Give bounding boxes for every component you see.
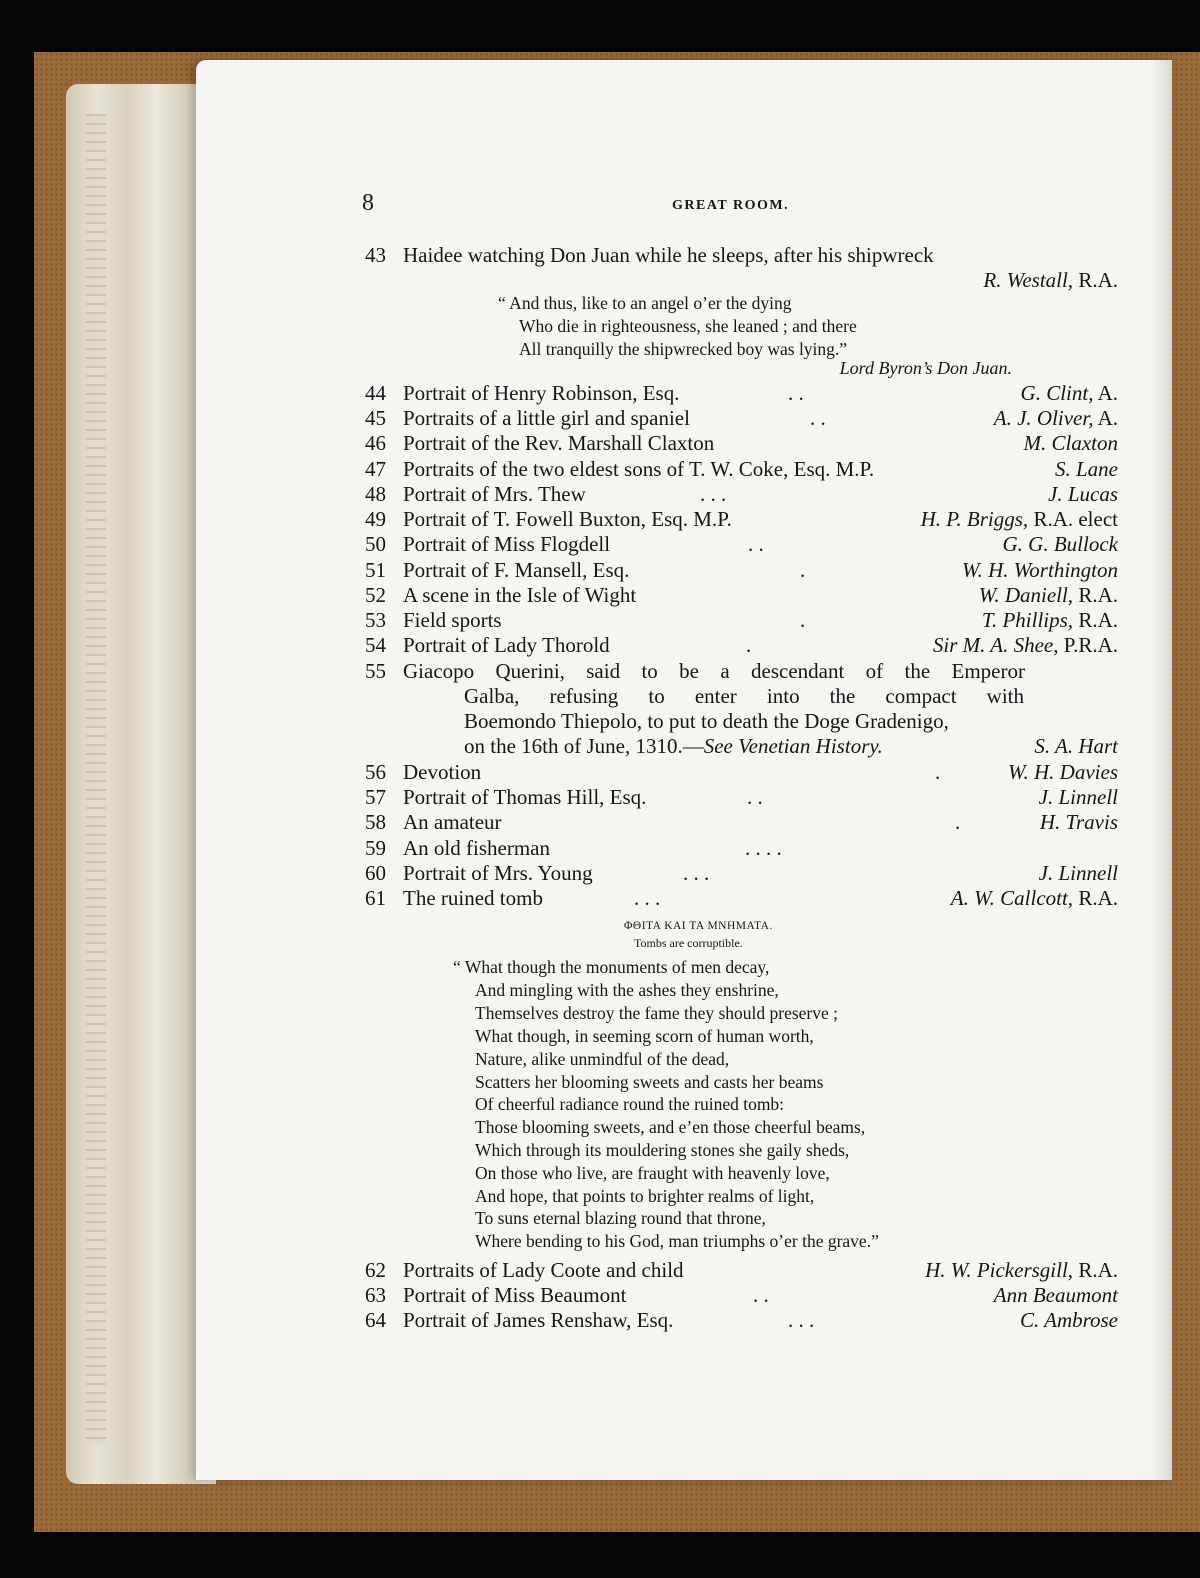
entry-title: Devotion	[403, 760, 482, 784]
leader-dots: .	[800, 558, 806, 582]
entry-title: Haidee watching Don Juan while he sleeps, after his shipwreck	[403, 243, 934, 267]
entry-number: 60	[365, 861, 386, 885]
quote-line: “ And thus, like to an angel o’er the dying	[498, 293, 792, 313]
entry-number: 52	[365, 583, 386, 607]
poem-line: Of cheerful radiance round the ruined tomb:	[475, 1094, 785, 1114]
entry-artist: S. A. Hart	[1034, 734, 1118, 758]
entry-number: 58	[365, 810, 386, 834]
entry-artist: W. H. Worthington	[962, 558, 1118, 582]
entry-title: Portraits of a little girl and spaniel	[403, 406, 690, 430]
leader-dots: . . .	[700, 482, 727, 506]
entry-number: 63	[365, 1283, 386, 1307]
entry-number: 46	[365, 431, 386, 455]
poem-line: Themselves destroy the fame they should preserve ;	[475, 1003, 839, 1023]
greek-heading: ΦΘΙΤΑ ΚΑΙ ΤΑ ΜΝΗΜΑΤΑ.	[624, 920, 773, 932]
entry-title: Portrait of the Rev. Marshall Claxton	[403, 431, 715, 455]
quote-line: All tranquilly the shipwrecked boy was lying.”	[519, 339, 848, 359]
entry-number: 47	[365, 457, 386, 481]
leader-dots: . . .	[683, 861, 710, 885]
leader-dots: . . .	[788, 1308, 815, 1332]
entry-title: Portrait of Mrs. Thew	[403, 482, 586, 506]
entry-title: Portrait of Miss Flogdell	[403, 532, 611, 556]
leader-dots: .	[935, 760, 941, 784]
entry-artist: J. Lucas	[1048, 482, 1118, 506]
entry-title: Portraits of the two eldest sons of T. W. Coke, Esq. M.P.	[403, 457, 875, 481]
entry-number: 57	[365, 785, 386, 809]
entry-artist: G. G. Bullock	[1002, 532, 1118, 556]
entry-number: 51	[365, 558, 386, 582]
entry-artist: H. W. Pickersgill, R.A.	[925, 1258, 1118, 1282]
page-fold-shadow	[1150, 60, 1172, 1480]
entry-title-cont: Boemondo Thiepolo, to put to death the Doge Gradenigo,	[464, 709, 949, 733]
entry-artist: J. Linnell	[1038, 785, 1118, 809]
entry-number: 61	[365, 886, 386, 910]
entry-artist: G. Clint, A.	[1020, 381, 1118, 405]
entry-artist: R. Westall, R.A.	[983, 268, 1118, 292]
poem-line: And mingling with the ashes they enshrine,	[475, 980, 779, 1000]
entry-artist: Sir M. A. Shee, P.R.A.	[932, 633, 1118, 657]
entry-artist: T. Phillips, R.A.	[981, 608, 1118, 632]
leader-dots: .	[955, 810, 961, 834]
entry-title: Portrait of T. Fowell Buxton, Esq. M.P.	[403, 507, 732, 531]
entry-title: Field sports	[403, 608, 502, 632]
entry-artist: H. Travis	[1039, 810, 1118, 834]
leader-dots: . . .	[634, 886, 661, 910]
entry-title-cont: Galba, refusing to enter into the compact with	[464, 684, 1024, 708]
entry-number: 50	[365, 532, 386, 556]
entry-artist: S. Lane	[1055, 457, 1118, 481]
running-head: GREAT ROOM.	[672, 198, 790, 213]
quote-line: Who die in righteousness, she leaned ; and there	[519, 316, 857, 336]
entry-title: Portrait of Lady Thorold	[403, 633, 610, 657]
entry-artist: H. P. Briggs, R.A. elect	[920, 507, 1118, 531]
poem-line: Those blooming sweets, and e’en those cheerful beams,	[475, 1117, 866, 1137]
entry-number: 49	[365, 507, 386, 531]
entry-number: 48	[365, 482, 386, 506]
entry-artist: M. Claxton	[1023, 431, 1118, 455]
entry-title: Portrait of Miss Beaumont	[403, 1283, 627, 1307]
poem-line: On those who live, are fraught with heavenly love,	[475, 1163, 830, 1183]
leader-dots: . .	[753, 1283, 769, 1307]
entry-title: Portrait of Henry Robinson, Esq.	[403, 381, 680, 405]
quote-source: Lord Byron’s Don Juan.	[839, 358, 1012, 378]
entry-title-cont: on the 16th of June, 1310.—See Venetian History.	[464, 734, 883, 758]
entry-title: Portrait of Thomas Hill, Esq.	[403, 785, 647, 809]
leader-dots: .	[800, 608, 806, 632]
leader-dots: . . . .	[745, 836, 782, 860]
poem-line: What though, in seeming scorn of human worth,	[475, 1026, 814, 1046]
page-edges	[66, 84, 216, 1484]
entry-artist: J. Linnell	[1038, 861, 1118, 885]
poem-line: And hope, that points to brighter realms of light,	[475, 1186, 815, 1206]
page-number: 8	[362, 190, 374, 216]
leader-dots: . .	[810, 406, 826, 430]
entry-number: 62	[365, 1258, 386, 1282]
poem-line: Which through its mouldering stones she gaily sheds,	[475, 1140, 850, 1160]
entry-number: 45	[365, 406, 386, 430]
entry-number: 56	[365, 760, 386, 784]
greek-translation: Tombs are corruptible.	[634, 936, 743, 950]
entry-title: Portrait of F. Mansell, Esq.	[403, 558, 630, 582]
poem-line: To suns eternal blazing round that throne,	[475, 1208, 766, 1228]
entry-number: 59	[365, 836, 386, 860]
entry-number: 54	[365, 633, 386, 657]
poem-line: Where bending to his God, man triumphs o’er the grave.”	[475, 1231, 879, 1251]
leader-dots: . .	[747, 785, 763, 809]
entry-title: Giacopo Querini, said to be a descendant of the Emperor	[403, 659, 1025, 683]
entry-title: Portrait of Mrs. Young	[403, 861, 593, 885]
entry-title: A scene in the Isle of Wight	[403, 583, 637, 607]
entry-number: 64	[365, 1308, 386, 1332]
entry-number: 55	[365, 659, 386, 683]
entry-title: An amateur	[403, 810, 502, 834]
entry-title: Portrait of James Renshaw, Esq.	[403, 1308, 674, 1332]
entry-title: Portraits of Lady Coote and child	[403, 1258, 684, 1282]
entry-artist: C. Ambrose	[1019, 1308, 1118, 1332]
leader-dots: . .	[748, 532, 764, 556]
entry-number: 44	[365, 381, 386, 405]
entry-title: An old fisherman	[403, 836, 550, 860]
entry-title: The ruined tomb	[403, 886, 543, 910]
entry-artist: A. J. Oliver, A.	[993, 406, 1118, 430]
leader-dots: . .	[788, 381, 804, 405]
entry-artist: Ann Beaumont	[993, 1283, 1118, 1307]
entry-artist: W. Daniell, R.A.	[978, 583, 1118, 607]
poem-line: Nature, alike unmindful of the dead,	[475, 1049, 730, 1069]
entry-artist: A. W. Callcott, R.A.	[950, 886, 1118, 910]
entry-number: 53	[365, 608, 386, 632]
entry-artist: W. H. Davies	[1007, 760, 1118, 784]
entry-number: 43	[365, 243, 386, 267]
poem-line: Scatters her blooming sweets and casts her beams	[475, 1072, 824, 1092]
leader-dots: .	[746, 633, 752, 657]
poem-line: “ What though the monuments of men decay,	[453, 957, 770, 977]
